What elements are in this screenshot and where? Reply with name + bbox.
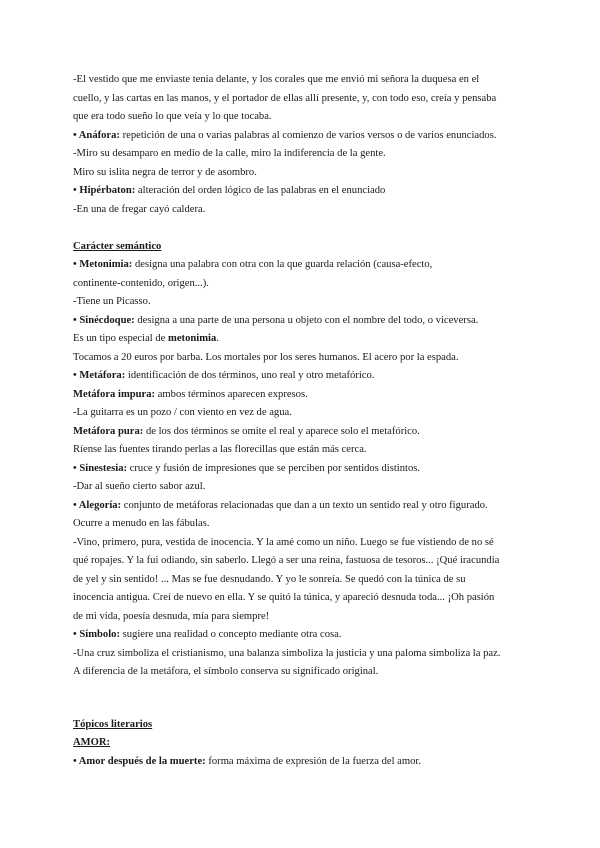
- simbolo-term: • Símbolo:: [73, 629, 120, 640]
- metafora-impura-def-text: ambos términos aparecen expresos.: [155, 388, 308, 400]
- alegoria-definition: [73, 497, 535, 516]
- sinestesia-term: • Sinestesia:: [73, 462, 128, 474]
- metafora-impura-definition: [73, 386, 535, 405]
- sinestesia-example: -Dar al sueño cierto sabor azul.: [73, 481, 206, 492]
- anafora-definition: [73, 127, 535, 146]
- simbolo-example: -Una cruz simboliza el cristianismo, una balanza simboliza la justicia y una paloma simboliza la paz.: [73, 647, 501, 659]
- amor-muerte-def-text: forma máxima de expresión de la fuerza del amor.: [205, 755, 422, 767]
- sinecdoque-example: Tocamos a 20 euros por barba. Los mortales por los seres humanos. El acero por la espada.: [73, 351, 459, 363]
- alegoria-example: de yel y sin sentido! ... Mas se fue desnudando. Y yo le sonreía. Se quedó con la túnica de su: [73, 573, 466, 585]
- sinestesia-def-text: cruce y fusión de impresiones que se perciben por sentidos distintos.: [127, 462, 421, 474]
- metonimia-def-cont: continente-contenido, origen...).: [73, 277, 209, 289]
- amor-muerte-definition: [73, 753, 535, 772]
- sinecdoque-def-text: designa a una parte de una persona u objeto con el nombre del todo, o viceversa.: [134, 314, 479, 326]
- sinestesia-definition: [73, 460, 535, 479]
- metafora-def-text: identificación de dos términos, uno real y otro metafórico.: [125, 370, 375, 381]
- sinecdoque-definition: [73, 312, 535, 331]
- alegoria-example: inocencia antigua. Creí de nuevo en ella. Y se quitó la túnica, y apareció desnuda toda... ¡Oh pasión: [73, 592, 495, 603]
- metafora-term: • Metáfora:: [73, 370, 126, 381]
- alegoria-note: Ocurre a menudo en las fábulas.: [73, 518, 210, 529]
- sinecdoque-note: [73, 330, 535, 349]
- metafora-pura-definition: [73, 423, 535, 442]
- anafora-def-text: repetición de una o varias palabras al comienzo de varios versos o de varios enunciados.: [119, 129, 497, 141]
- anafora-term: • Anáfora:: [73, 129, 120, 141]
- alegoria-term: • Alegoría:: [73, 499, 122, 511]
- section-heading-semantico: Carácter semántico: [73, 240, 162, 252]
- metonimia-def-text: designa una palabra con otra con la que guarda relación (causa-efecto,: [132, 259, 433, 270]
- alegoria-example: de mi vida, poesía desnuda, mía para siempre!: [73, 610, 270, 622]
- metafora-impura-example: -La guitarra es un pozo / con viento en vez de agua.: [73, 407, 292, 418]
- sinecdoque-note-bold: metonimia: [168, 333, 217, 344]
- metafora-pura-def-text: de los dos términos se omite el real y aparece solo el metafórico.: [143, 425, 420, 437]
- metafora-impura-term: Metáfora impura:: [73, 388, 156, 400]
- quote-line: -El vestido que me enviaste tenía delante, y los corales que me envió mi señora la duquesa en el: [73, 74, 480, 85]
- metafora-definition: [73, 367, 535, 386]
- simbolo-def-text: sugiere una realidad o concepto mediante otra cosa.: [119, 629, 342, 640]
- hiperbaton-def-text: alteración del orden lógico de las palabras en el enunciado: [135, 185, 386, 196]
- anafora-example: -Miro su desamparo en medio de la calle, miro la indiferencia de la gente.: [73, 148, 386, 159]
- metonimia-example: -Tiene un Picasso.: [73, 296, 151, 307]
- quote-line: que era todo sueño lo que veía y lo que tocaba.: [73, 111, 272, 122]
- metafora-pura-term: Metáfora pura:: [73, 425, 144, 437]
- quote-line: cuello, y las cartas en las manos, y el portador de ellas allí presente, y, con todo eso, creía y pensaba: [73, 92, 497, 104]
- sinecdoque-term: • Sinécdoque:: [73, 314, 135, 326]
- alegoria-def-text: conjunto de metáforas relacionadas que dan a un texto un sentido real y otro figurado.: [121, 499, 488, 511]
- simbolo-definition: [73, 626, 535, 645]
- subheading-amor: AMOR:: [73, 737, 111, 748]
- hiperbaton-term: • Hipérbaton:: [73, 185, 136, 196]
- metafora-pura-example: Ríense las fuentes tirando perlas a las florecillas que están más cerca.: [73, 444, 367, 455]
- metonimia-definition: [73, 256, 535, 275]
- hiperbaton-example: -En una de fregar cayó caldera.: [73, 203, 206, 215]
- hiperbaton-definition: [73, 182, 535, 201]
- section-heading-topicos: Tópicos literarios: [73, 718, 153, 730]
- sinecdoque-note-text: Es un tipo especial de: [73, 333, 169, 344]
- amor-muerte-term: • Amor después de la muerte:: [73, 755, 206, 767]
- alegoria-example: qué ropajes. Y la fui odiando, sin saberlo. Llegó a ser una reina, fastuosa de tesoros... ¡Qué iracundia: [73, 555, 500, 566]
- simbolo-note: A diferencia de la metáfora, el símbolo conserva su significado original.: [73, 666, 379, 677]
- anafora-example: Miro su islita negra de terror y de asombro.: [73, 166, 257, 178]
- sinecdoque-note-end: .: [216, 333, 219, 344]
- metonimia-term: • Metonimia:: [73, 259, 133, 270]
- alegoria-example: -Vino, primero, pura, vestida de inocencia. Y la amé como un niño. Luego se fue vistiendo de no sé: [73, 536, 494, 548]
- document-page: [73, 71, 535, 771]
